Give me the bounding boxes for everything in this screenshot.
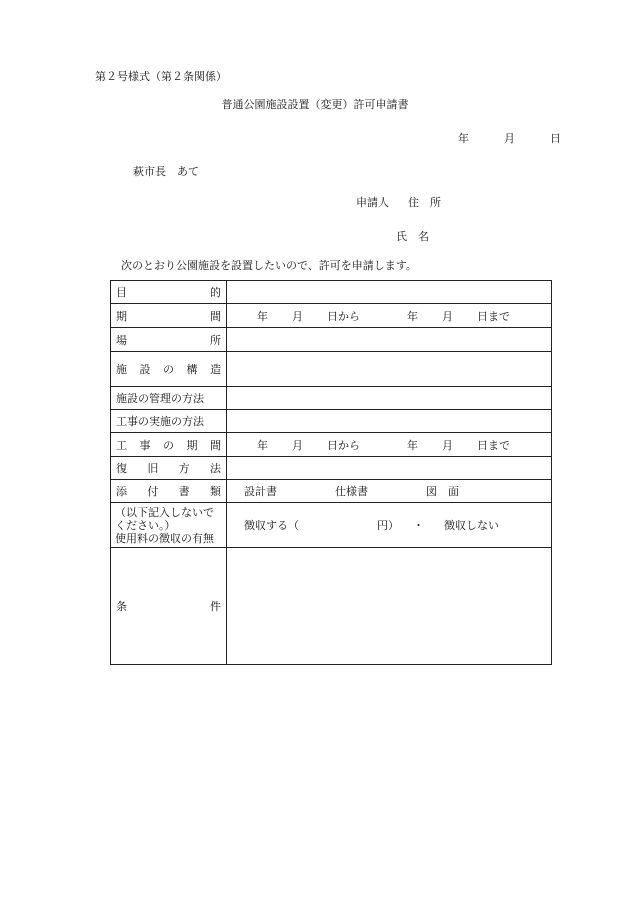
fee-separator: ・ [413, 519, 424, 532]
row-purpose [111, 281, 552, 304]
purpose-label [111, 281, 227, 304]
label-char: 目 [116, 286, 127, 299]
restoration-field[interactable] [227, 457, 552, 480]
row-restoration [111, 457, 552, 480]
construction-from-month: 月 [292, 438, 303, 452]
label-char: 条 [116, 600, 127, 613]
attachment-specification[interactable]: 仕様書 [335, 485, 368, 498]
label-char: 期 [186, 438, 198, 452]
row-location [111, 328, 552, 352]
period-from-day: 日から [327, 309, 360, 323]
label-char: 間 [210, 309, 221, 323]
label-char: 構 [186, 363, 198, 376]
management-label: 施設の管理の方法 [111, 387, 227, 410]
applicant-name-line [396, 228, 429, 244]
applicant-address-line [356, 194, 441, 210]
period-label [111, 304, 227, 328]
row-construction-method [111, 410, 552, 433]
row-attachments [111, 480, 552, 503]
label-char: 施 [116, 363, 127, 376]
label-char: 書 [178, 485, 190, 498]
applicant-role: 申請人 [356, 196, 389, 209]
attachments-label [111, 480, 227, 503]
label-char: 類 [209, 485, 221, 498]
label-char: 方 [178, 462, 190, 475]
construction-period-field[interactable] [227, 433, 552, 457]
restoration-label [111, 457, 227, 480]
row-structure [111, 352, 552, 387]
label-char: 設 [139, 363, 151, 376]
attachment-drawing[interactable]: 図 面 [426, 485, 459, 498]
label-char: 復 [116, 462, 127, 475]
conditions-field[interactable] [227, 548, 552, 665]
conditions-label [111, 548, 227, 665]
label-char: 間 [210, 438, 221, 452]
construction-to-month: 月 [442, 438, 453, 452]
construction-from-day: 日から [327, 438, 360, 452]
row-conditions [111, 548, 552, 665]
period-from-year: 年 [257, 309, 268, 323]
construction-from-year: 年 [257, 438, 268, 452]
label-char: 法 [209, 462, 221, 475]
fee-note-1: （以下記入しないで [115, 505, 214, 519]
location-field[interactable] [227, 328, 552, 352]
label-char: 所 [210, 333, 221, 347]
fee-note-2: ください。） [115, 518, 176, 532]
fee-yen: 円） [377, 519, 399, 532]
management-field[interactable] [227, 387, 552, 410]
label-char: 旧 [147, 462, 159, 475]
label-char: 的 [210, 286, 221, 299]
period-to-day: 日まで [477, 309, 510, 323]
row-management [111, 387, 552, 410]
construction-period-label [111, 433, 227, 457]
label-char: 付 [147, 485, 159, 498]
date-line [458, 130, 561, 146]
label-char: 添 [116, 485, 127, 498]
applicant-address-label: 住 所 [408, 196, 441, 209]
purpose-field[interactable] [227, 281, 552, 304]
date-month: 月 [504, 132, 515, 145]
form-title: 普通公園施設設置（変更）許可申請書 [221, 98, 409, 111]
row-fee [111, 503, 552, 548]
fee-collect-option[interactable]: 徴収する（ [244, 519, 299, 532]
label-char: 期 [116, 309, 127, 323]
fee-no-collect-option[interactable]: 徴収しない [444, 519, 499, 532]
location-label [111, 328, 227, 352]
fee-label [111, 503, 227, 548]
row-period [111, 304, 552, 328]
construction-to-day: 日まで [477, 438, 510, 452]
label-char: 工 [116, 438, 127, 452]
period-from-month: 月 [292, 309, 303, 323]
label-char: 場 [116, 333, 127, 347]
application-form-table [110, 280, 552, 665]
date-day: 日 [550, 132, 561, 145]
intro-text: 次のとおり公園施設を設置したいので、許可を申請します。 [121, 259, 417, 272]
construction-method-field[interactable] [227, 410, 552, 433]
fee-field [227, 503, 552, 548]
form-number: 第２号様式（第２条関係） [95, 70, 227, 83]
period-to-month: 月 [442, 309, 453, 323]
fee-note-3: 使用料の徴収の有無 [115, 531, 214, 545]
label-char: 造 [210, 363, 221, 376]
attachments-field [227, 480, 552, 503]
period-to-year: 年 [407, 309, 418, 323]
construction-to-year: 年 [407, 438, 418, 452]
addressee: 萩市長 あて [133, 165, 199, 178]
label-char: 事 [139, 438, 151, 452]
applicant-name-label: 氏 名 [396, 230, 429, 243]
row-construction-period [111, 433, 552, 457]
construction-method-label: 工事の実施の方法 [111, 410, 227, 433]
label-char: 件 [210, 600, 221, 613]
structure-field[interactable] [227, 352, 552, 387]
label-char: の [163, 438, 174, 452]
attachment-design[interactable]: 設計書 [244, 485, 277, 498]
period-field[interactable] [227, 304, 552, 328]
label-char: の [163, 363, 174, 376]
structure-label [111, 352, 227, 387]
date-year: 年 [458, 132, 469, 145]
